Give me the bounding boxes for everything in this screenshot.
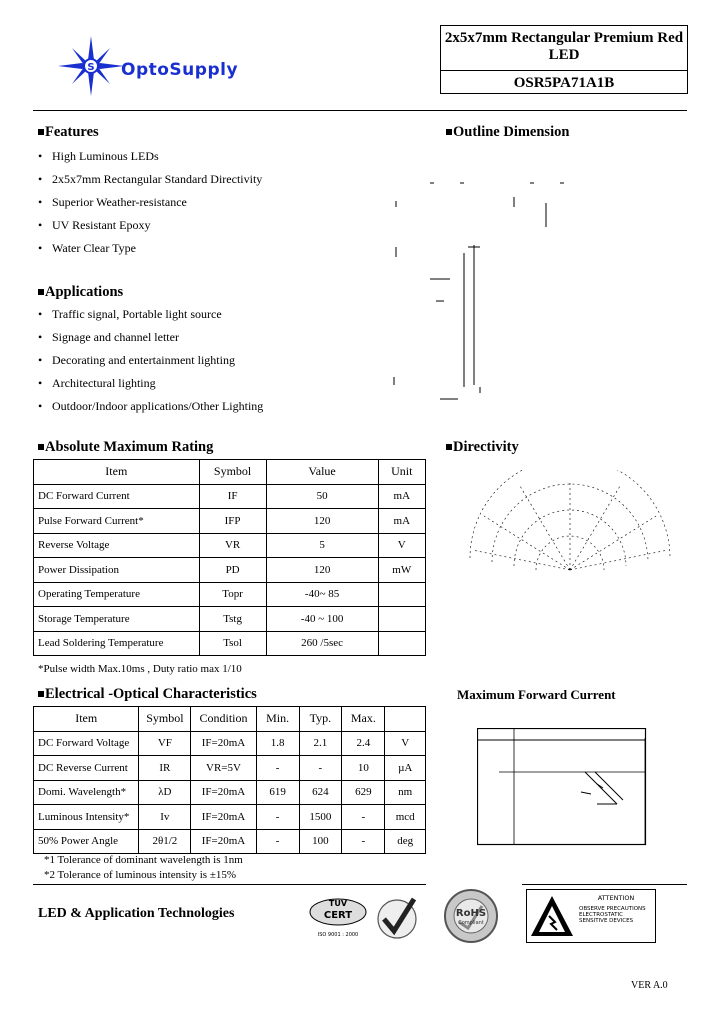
col-value: Value [266,460,378,485]
abs-max-note: *Pulse width Max.10ms , Duty ratio max 1/10 [38,663,242,675]
table-row: Lead Soldering Temperature Tsol 260 /5sec [34,631,426,656]
logo-text: OptoSupply [121,60,239,80]
list-item: • Decorating and entertainment lighting [38,353,235,367]
esd-line-3: SENSITIVE DEVICES [579,918,634,924]
tuv-cert-logo [306,893,370,941]
eo-note-1: *1 Tolerance of dominant wavelength is 1nm [44,854,243,866]
table-row: Pulse Forward Current* IFP 120 mA [34,509,426,534]
list-item: • UV Resistant Epoxy [38,218,151,232]
list-item: • High Luminous LEDs [38,149,159,163]
product-title-line1: 2x5x7mm Rectangular Premium Red [444,30,684,46]
applications-list [38,303,408,418]
table-row: DC Reverse Current IR VR=5V - - 10 µA [34,756,426,781]
directivity-plot [460,470,680,580]
certified-check-icon [374,893,420,941]
eo-table [33,706,426,854]
esd-warning-icon [527,890,577,942]
table-row: Domi. Wavelength* λD IF=20mA 619 624 629 nm [34,780,426,805]
applications-heading: Applications [38,284,123,301]
logo-star-icon [58,36,124,96]
table-row: Operating Temperature Topr -40~ 85 [34,582,426,607]
rohs-badge [438,888,504,944]
col-item: Item [34,460,200,485]
cert-text: CERT [323,910,353,921]
rohs-sub-text: Compliant [458,920,484,926]
part-number: OSR5PA71A1B [513,75,615,91]
features-list [38,145,408,260]
iso-text: ISO 9001 : 2000 [317,932,359,938]
list-item: • Traffic signal, Portable light source [38,307,222,321]
footer-divider-right [522,884,687,885]
list-item: • Superior Weather-resistance [38,195,187,209]
eo-note-2: *2 Tolerance of luminous intensity is ±15% [44,869,237,881]
table-row: DC Forward Current IF 50 mA [34,484,426,509]
esd-line-2: ELECTROSTATIC [579,912,623,918]
table-row: 50% Power Angle 2θ1/2 IF=20mA - 100 - deg [34,829,426,854]
list-item: • Architectural lighting [38,376,156,390]
header-divider [33,110,687,111]
table-header-row [34,460,426,485]
footer-divider-left [33,884,426,885]
esd-title: ATTENTION [597,894,635,902]
list-item: • Water Clear Type [38,241,136,255]
esd-line-1: OBSERVE PRECAUTIONS [579,906,646,912]
outline-drawing [388,175,588,410]
rohs-text: RoHS [455,908,487,919]
title-box [440,25,688,94]
col-symbol: Symbol [199,460,266,485]
max-forward-current-chart [477,728,647,846]
max-forward-current-heading: Maximum Forward Current [457,687,616,702]
esd-warning-label [526,889,656,943]
col-unit: Unit [378,460,425,485]
features-heading: Features [38,124,99,141]
abs-max-table [33,459,426,656]
list-item: • Signage and channel letter [38,330,179,344]
version: VER A.0 [631,980,668,991]
tuv-text: TÜV [328,899,348,908]
directivity-heading: Directivity [446,439,519,456]
list-item: • Outdoor/Indoor applications/Other Lighting [38,399,264,413]
table-row: Luminous Intensity* Iv IF=20mA - 1500 - mcd [34,805,426,830]
table-header-row: Item Symbol Condition Min. Typ. Max. [34,707,426,732]
outline-heading: Outline Dimension [446,124,569,141]
eo-heading: Electrical -Optical Characteristics [38,686,257,703]
table-row: Storage Temperature Tstg -40 ~ 100 [34,607,426,632]
product-title-line2: LED [548,47,580,63]
footer-company: LED & Application Technologies [38,906,235,921]
logo [58,36,278,96]
table-row: DC Forward Voltage VF IF=20mA 1.8 2.1 2.4 V [34,731,426,756]
table-row: Power Dissipation PD 120 mW [34,558,426,583]
abs-max-heading: Absolute Maximum Rating [38,439,213,456]
list-item: • 2x5x7mm Rectangular Standard Directivity [38,172,263,186]
svg-text:S: S [87,62,95,73]
table-row: Reverse Voltage VR 5 V [34,533,426,558]
